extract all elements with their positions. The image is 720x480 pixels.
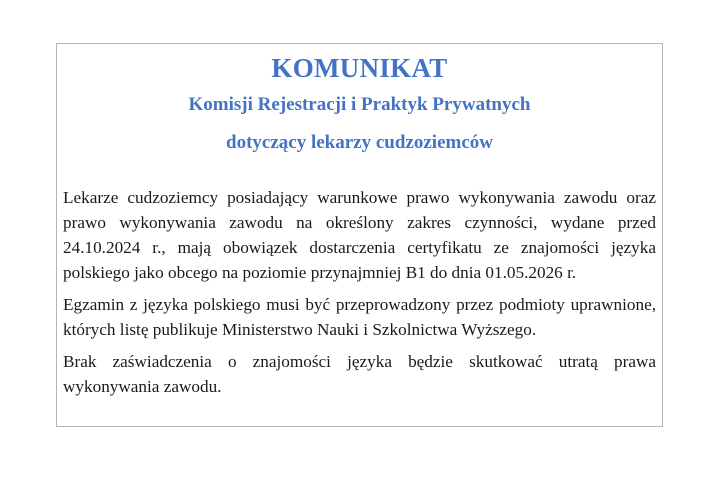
notice-subtitle-topic: dotyczący lekarzy cudzoziemców — [226, 132, 493, 153]
notice-paragraph-exam: Egzamin z języka polskiego musi być przeprowadzony przez podmioty uprawnione, których listę publikuje Ministerstwo Nauki i Szkolnictwa Wyższego. — [63, 295, 656, 339]
notice-body — [63, 185, 656, 399]
notice-box — [56, 43, 663, 427]
notice-subtitle-issuer: Komisji Rejestracji i Praktyk Prywatnych — [188, 94, 531, 115]
notice-title: KOMUNIKAT — [271, 53, 448, 83]
notice-paragraph-consequence: Brak zaświadczenia o znajomości języka będzie skutkować utratą prawa wykonywania zawodu. — [63, 352, 656, 396]
notice-paragraph-certificate: Lekarze cudzoziemcy posiadający warunkowe prawo wykonywania zawodu oraz prawo wykonywania zawodu na określony zakres czynności, wydane przed 24.10.2024 r., mają obowiązek dostarczenia certyfikatu ze znajomości języka polskiego jako obcego na poziomie przynajmniej B1 do dnia 01.05.2026 r. — [63, 188, 656, 282]
